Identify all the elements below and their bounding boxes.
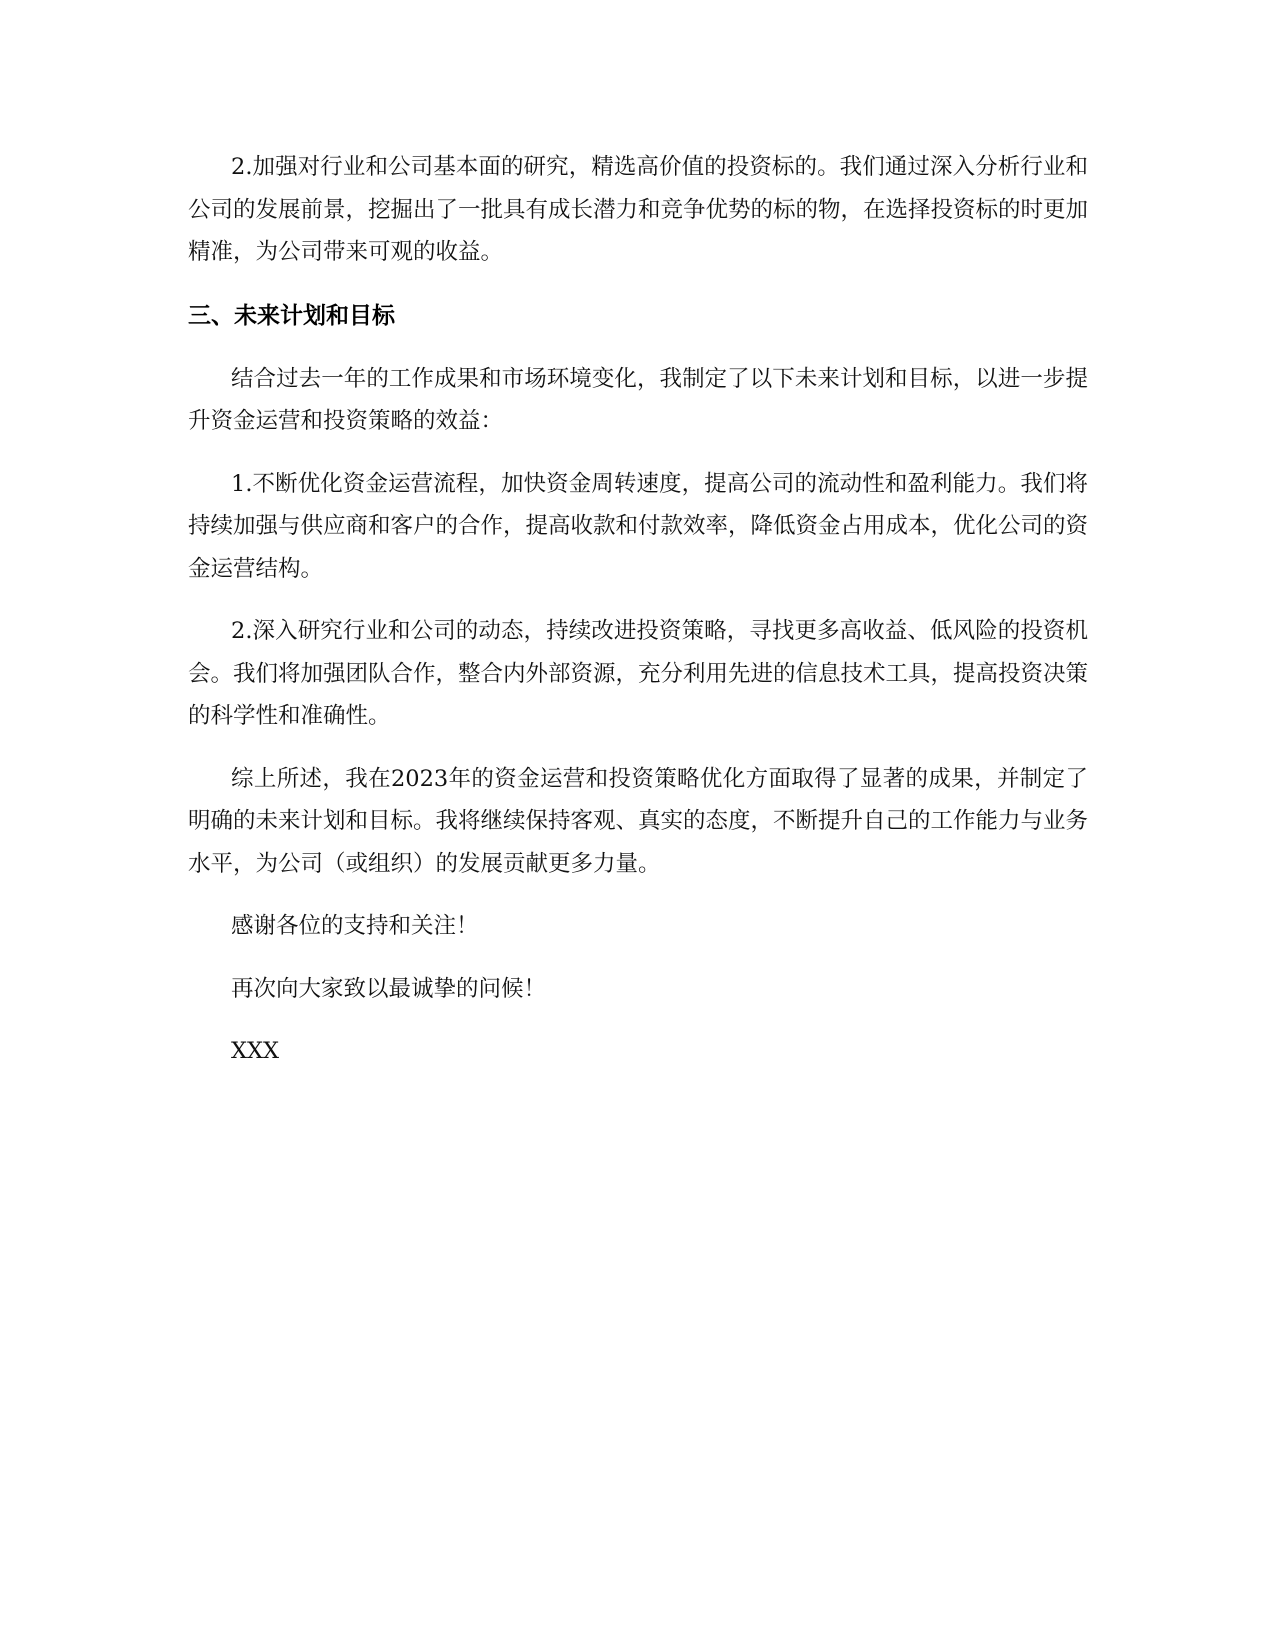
paragraph-research-targets: 2.加强对行业和公司基本面的研究，精选高价值的投资标的。我们通过深入分析行业和公司的发展前景，挖掘出了一批具有成长潜力和竞争优势的标的物，在选择投资标的时更加精准，为公司带来可观的收益。 — [188, 154, 1089, 265]
paragraph-summary: 综上所述，我在2023年的资金运营和投资策略优化方面取得了显著的成果，并制定了明确的未来计划和目标。我将继续保持客观、真实的态度，不断提升自己的工作能力与业务水平，为公司（或组织）的发展贡献更多力量。 — [188, 765, 1089, 877]
greeting-line: 再次向大家致以最诚挚的问候！ — [231, 975, 547, 1002]
thanks-line: 感谢各位的支持和关注！ — [231, 913, 479, 939]
section-heading-future-plans: 三、未来计划和目标 — [188, 302, 395, 329]
paragraph-plan-2: 2.深入研究行业和公司的动态，持续改进投资策略，寻找更多高收益、低风险的投资机会。我们将加强团队合作，整合内外部资源，充分利用先进的信息技术工具，提高投资决策的科学性和准确性。 — [188, 618, 1089, 729]
paragraph-plans-intro: 结合过去一年的工作成果和市场环境变化，我制定了以下未来计划和目标，以进一步提升资金运营和投资策略的效益： — [188, 365, 1088, 434]
signature: XXX — [231, 1038, 280, 1064]
paragraph-plan-1: 1.不断优化资金运营流程，加快资金周转速度，提高公司的流动性和盈利能力。我们将持续加强与供应商和客户的合作，提高收款和付款效率，降低资金占用成本，优化公司的资金运营结构。 — [188, 470, 1089, 582]
document-body — [188, 146, 1088, 1093]
